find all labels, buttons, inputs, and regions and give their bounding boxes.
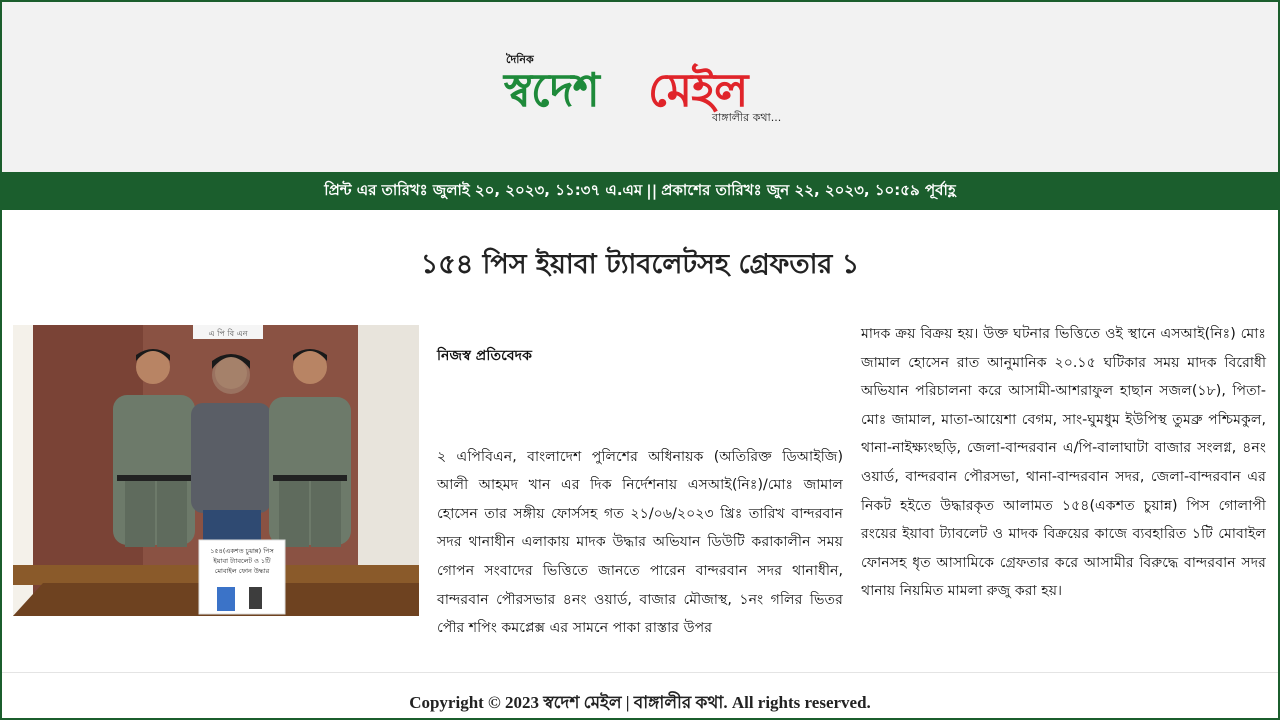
placard-line-3: মোবাইল ফোন উদ্ধার [214,567,270,575]
placard-line-2: ইয়াবা ট্যাবলেট ও ১টি [213,557,271,565]
logo-prefix: দৈনিক [506,53,534,66]
wall-sign-text: এ পি বি এন [208,329,248,338]
byline: নিজস্ব প্রতিবেদক [437,348,533,364]
footer-copyright: Copyright © 2023 স্বদেশ মেইল | বাঙ্গালীর কথা. All rights reserved. [409,693,871,712]
logo-name-part2: মেইল [648,63,748,117]
article-paragraph-1: ২ এপিবিএন, বাংলাদেশ পুলিশের অধিনায়ক (অতিরিক্ত ডিআইজি) আলী আহমদ খান এর দিক নির্দেশনায় এসআই(নিঃ)/মোঃ জামাল হোসেন তার সঙ্গীয় ফোর্সসহ গত ২১/০৬/২০২৩ খ্রিঃ তারিখ বান্দরবান সদর থানাধীন এলাকায় মাদক উদ্ধার অভিযান ডিউটি করাকালীন সময় গোপন সংবাদের ভিত্তিতে জানতে পারেন বান্দরবান সদর থানাধীন, বান্দরবান পৌরসভার ৪নং ওয়ার্ড, বাজার মৌজাস্থ, ১নং গলির ভিতর পৌর শপিং কমপ্লেক্স এর সামনে পাকা রাস্তার উপর [437,448,843,637]
logo-name-part1: স্বদেশ [504,63,599,117]
article-photo [13,325,419,616]
logo-tagline: বাঙ্গালীর কথা... [712,111,782,124]
seized-tablets [217,587,235,611]
placard-line-1: ১৫৪(একশত চুয়ান্ন) পিস [210,547,274,555]
seized-phone [249,587,262,609]
publish-date: প্রকাশের তারিখঃ জুন ২২, ২০২৩, ১০:৫৯ পূর্বাহ্ণ [661,180,956,199]
article-column-2 [861,320,1266,606]
date-bar [2,172,1278,210]
footer-divider [2,672,1278,673]
article-column-1 [437,320,843,643]
masthead [2,2,1278,172]
article-headline: ১৫৪ পিস ইয়াবা ট্যাবলেটসহ গ্রেফতার ১ [420,249,860,280]
site-logo[interactable] [502,48,792,128]
print-date: প্রিন্ট এর তারিখঃ জুলাই ২০, ২০২৩, ১১:৩৭ এ.এম [324,180,643,199]
date-separator: || [646,182,658,200]
article-paragraph-2: মাদক ক্রয় বিক্রয় হয়। উক্ত ঘটনার ভিত্তিতে ওই স্থানে এসআই(নিঃ) মোঃ জামাল হোসেন রাত আনুমানিক ২০.১৫ ঘটিকার সময় মাদক বিরোধী অভিযান পরিচালনা করে আসামী-আশরাফুল হাছান সজল(১৮), পিতা-মোঃ জামাল, মাতা-আয়েশা বেগম, সাং-ঘুমধুম ইউপিস্থ তুমব্রু পশ্চিমকুল, থানা-নাইক্ষ্যংছড়ি, জেলা-বান্দরবান এ/পি-বালাঘাটা বাজার সংলগ্ন, ৪নং ওয়ার্ড, বান্দরবান পৌরসভা, থানা-বান্দরবান সদর, জেলা-বান্দরবান এর নিকট হইতে উদ্ধারকৃত আলামত ১৫৪(একশত চুয়ান্ন) পিস গোলাপী রংয়ের ইয়াবা ট্যাবলেট ও মাদক বিক্রয়ের কাজে ব্যবহারিত ১টি মোবাইল ফোনসহ ধৃত আসামিকে গ্রেফতার করে আসামীর বিরুদ্ধে বান্দরবান সদর থানায় নিয়মিত মামলা রুজু করা হয়। [861,326,1266,600]
